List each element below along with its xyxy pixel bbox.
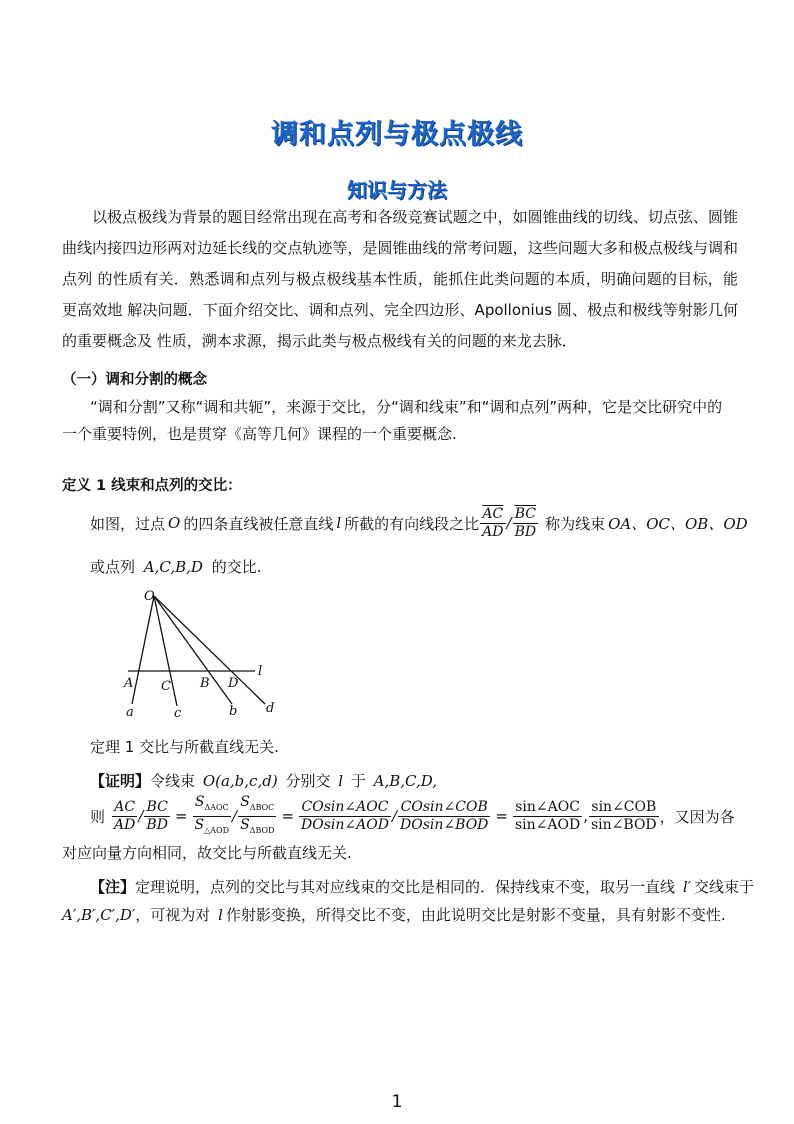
page-title: 调和点列与极点极线: [271, 119, 523, 150]
note-line-2: [62, 904, 726, 925]
line-bundle: OA、OC、OB、OD: [608, 514, 748, 533]
fraction-denominator: sin∠BOD: [591, 816, 657, 833]
frac-ac-ad: [112, 799, 137, 834]
fraction-numerator: BC: [144, 799, 170, 817]
fraction-numerator: $\overline{BC}$: [513, 506, 539, 524]
intro-paragraph: 以极点极线为背景的题目经常出现在高考和各级竞赛试题之中，如圆锥曲线的切线、切点弦、圆锥曲线内接四边形两对边延长线的交点轨迹等，是圆锥曲线的常考问题，这些问题大多和极点极线与调和点列 的性质有关．熟悉调和点列与极点极线基本性质，能抓住此类问题的本质，明确问题的目标，能更高效地 解决问题．下面介绍交比、调和点列、完全四边形、Apollonius 圆、极点和极线等射影几何的重要概念及 性质，溯本求源，揭示此类与极点极线有关的问题的来龙去脉．: [62, 208, 738, 350]
proof-line-3: 对应向量方向相同，故交比与所截直线无关.: [62, 844, 352, 862]
page-number: 1: [391, 1092, 403, 1112]
proof-mid2: 于: [350, 772, 366, 790]
area-s: S: [194, 816, 205, 833]
label-c: C: [161, 679, 171, 694]
note-tag: 【注】: [90, 878, 136, 896]
note-l: l: [218, 906, 223, 924]
fraction-denominator: DOsin∠BOD: [400, 816, 489, 833]
label-a: A: [124, 676, 134, 691]
slash: /: [232, 807, 238, 825]
note-text-3: ，可视为对: [135, 906, 211, 924]
section-heading: （一）调和分割的概念: [62, 372, 207, 388]
line-l: l: [336, 514, 342, 532]
definition-line-2: [90, 556, 262, 577]
fraction-numerator: COsin∠COB: [398, 799, 490, 817]
cross-ratio-figure: [110, 586, 290, 720]
definition-line-1: [90, 500, 748, 546]
area-s: S: [194, 793, 205, 810]
proof-pre: 令线束: [150, 772, 196, 790]
equals: =: [281, 807, 295, 825]
def-line2-post: 的交比.: [211, 558, 262, 576]
fraction-numerator: sin∠COB: [589, 799, 659, 817]
area-subscript: △AOD: [204, 825, 230, 835]
frac-co-sin-cob: [398, 799, 490, 834]
proof-line-1: [90, 770, 437, 791]
def-text-mid2: 所截的有向线段之比: [344, 514, 480, 533]
label-d: D: [228, 676, 239, 691]
fraction-denominator: AD: [482, 523, 504, 540]
ray-a: [132, 596, 154, 704]
fraction-numerator: COsin∠AOC: [299, 799, 391, 817]
equals: =: [174, 807, 188, 825]
slash: /: [506, 514, 512, 532]
frac-sin-aoc: [513, 799, 582, 834]
fraction-numerator: $\overline{AC}$: [480, 506, 505, 524]
def-text-pre: 如图，过点: [90, 514, 166, 533]
section-text-line-1: “调和分割”又称“调和共轭”，来源于交比，分“调和线束”和“调和点列”两种，它是交比研究中的: [90, 398, 723, 416]
fraction-denominator: AD: [114, 816, 136, 833]
proof-l: l: [338, 772, 344, 790]
proof-equation: [90, 793, 735, 836]
note-text-1: 定理说明，点列的交比与其对应线束的交比是相同的．保持线束不变，取另一直线: [135, 878, 676, 896]
fraction-numerator: AC: [112, 799, 137, 817]
section-text-line-2: 一个重要特例，也是贯穿《高等几何》课程的一个重要概念.: [62, 425, 457, 443]
area-subscript: ΔAOC: [204, 802, 229, 812]
def-text-post: 称为线束: [545, 514, 606, 533]
frac-area-boc-bod: [238, 794, 276, 839]
theorem-1: 定理 1 交比与所截直线无关.: [90, 738, 279, 756]
label-ray-d: d: [266, 701, 275, 716]
frac-area-aoc-aod: [193, 794, 232, 839]
comma: ,: [583, 807, 588, 825]
fraction-denominator: BD: [146, 816, 168, 833]
frac-sin-cob: [589, 799, 659, 834]
definition-heading: 定义 1 线束和点列的交比：: [62, 478, 242, 494]
fraction-denominator: BD: [514, 523, 537, 540]
note-lprime: l′: [682, 878, 692, 896]
proof-points: A,B,C,D,: [373, 772, 438, 790]
fraction-denominator: sin∠AOD: [514, 816, 581, 833]
equals: =: [495, 807, 508, 825]
note-text-2: 交线束于: [694, 878, 755, 896]
label-ray-c: c: [174, 706, 182, 720]
label-o: O: [144, 589, 155, 604]
def-text-mid: 的四条直线被任意直线: [183, 514, 334, 533]
point-o: O: [168, 514, 181, 532]
slash: /: [138, 807, 144, 825]
label-ray-a: a: [126, 705, 134, 720]
fraction-numerator: sin∠AOC: [513, 799, 582, 817]
area-subscript: ΔBOC: [249, 802, 275, 812]
note-text-4: 作射影变换，所得交比不变，由此说明交比是射影不变量，具有射影不变性.: [225, 906, 726, 924]
label-b: B: [200, 676, 210, 691]
point-sequence: A,C,B,D: [143, 558, 203, 576]
frac-co-sin: [299, 799, 391, 834]
label-l: l: [258, 664, 263, 679]
fraction-bc-bd: [513, 506, 539, 541]
area-subscript: ΔBOD: [249, 825, 275, 835]
note-primes: A′,B′,C′,D′: [62, 906, 136, 924]
proof-bundle: O(a,b,c,d): [202, 772, 278, 790]
frac-bc-bd: [144, 799, 170, 834]
fraction-denominator: DOsin∠AOD: [301, 816, 389, 833]
proof-tail: ，又因为各: [659, 807, 735, 826]
proof-then: 则: [90, 807, 106, 826]
proof-tag: 【证明】: [90, 772, 151, 790]
area-s: S: [240, 793, 250, 810]
label-ray-b: b: [229, 704, 238, 719]
def-line2-pre: 或点列: [90, 558, 136, 576]
fraction-ac-ad: [480, 506, 505, 541]
slash: /: [391, 807, 398, 825]
section-subtitle: 知识与方法: [347, 178, 447, 202]
note-line-1: [90, 876, 754, 897]
proof-mid: 分别交: [285, 772, 331, 790]
area-s: S: [240, 816, 250, 833]
